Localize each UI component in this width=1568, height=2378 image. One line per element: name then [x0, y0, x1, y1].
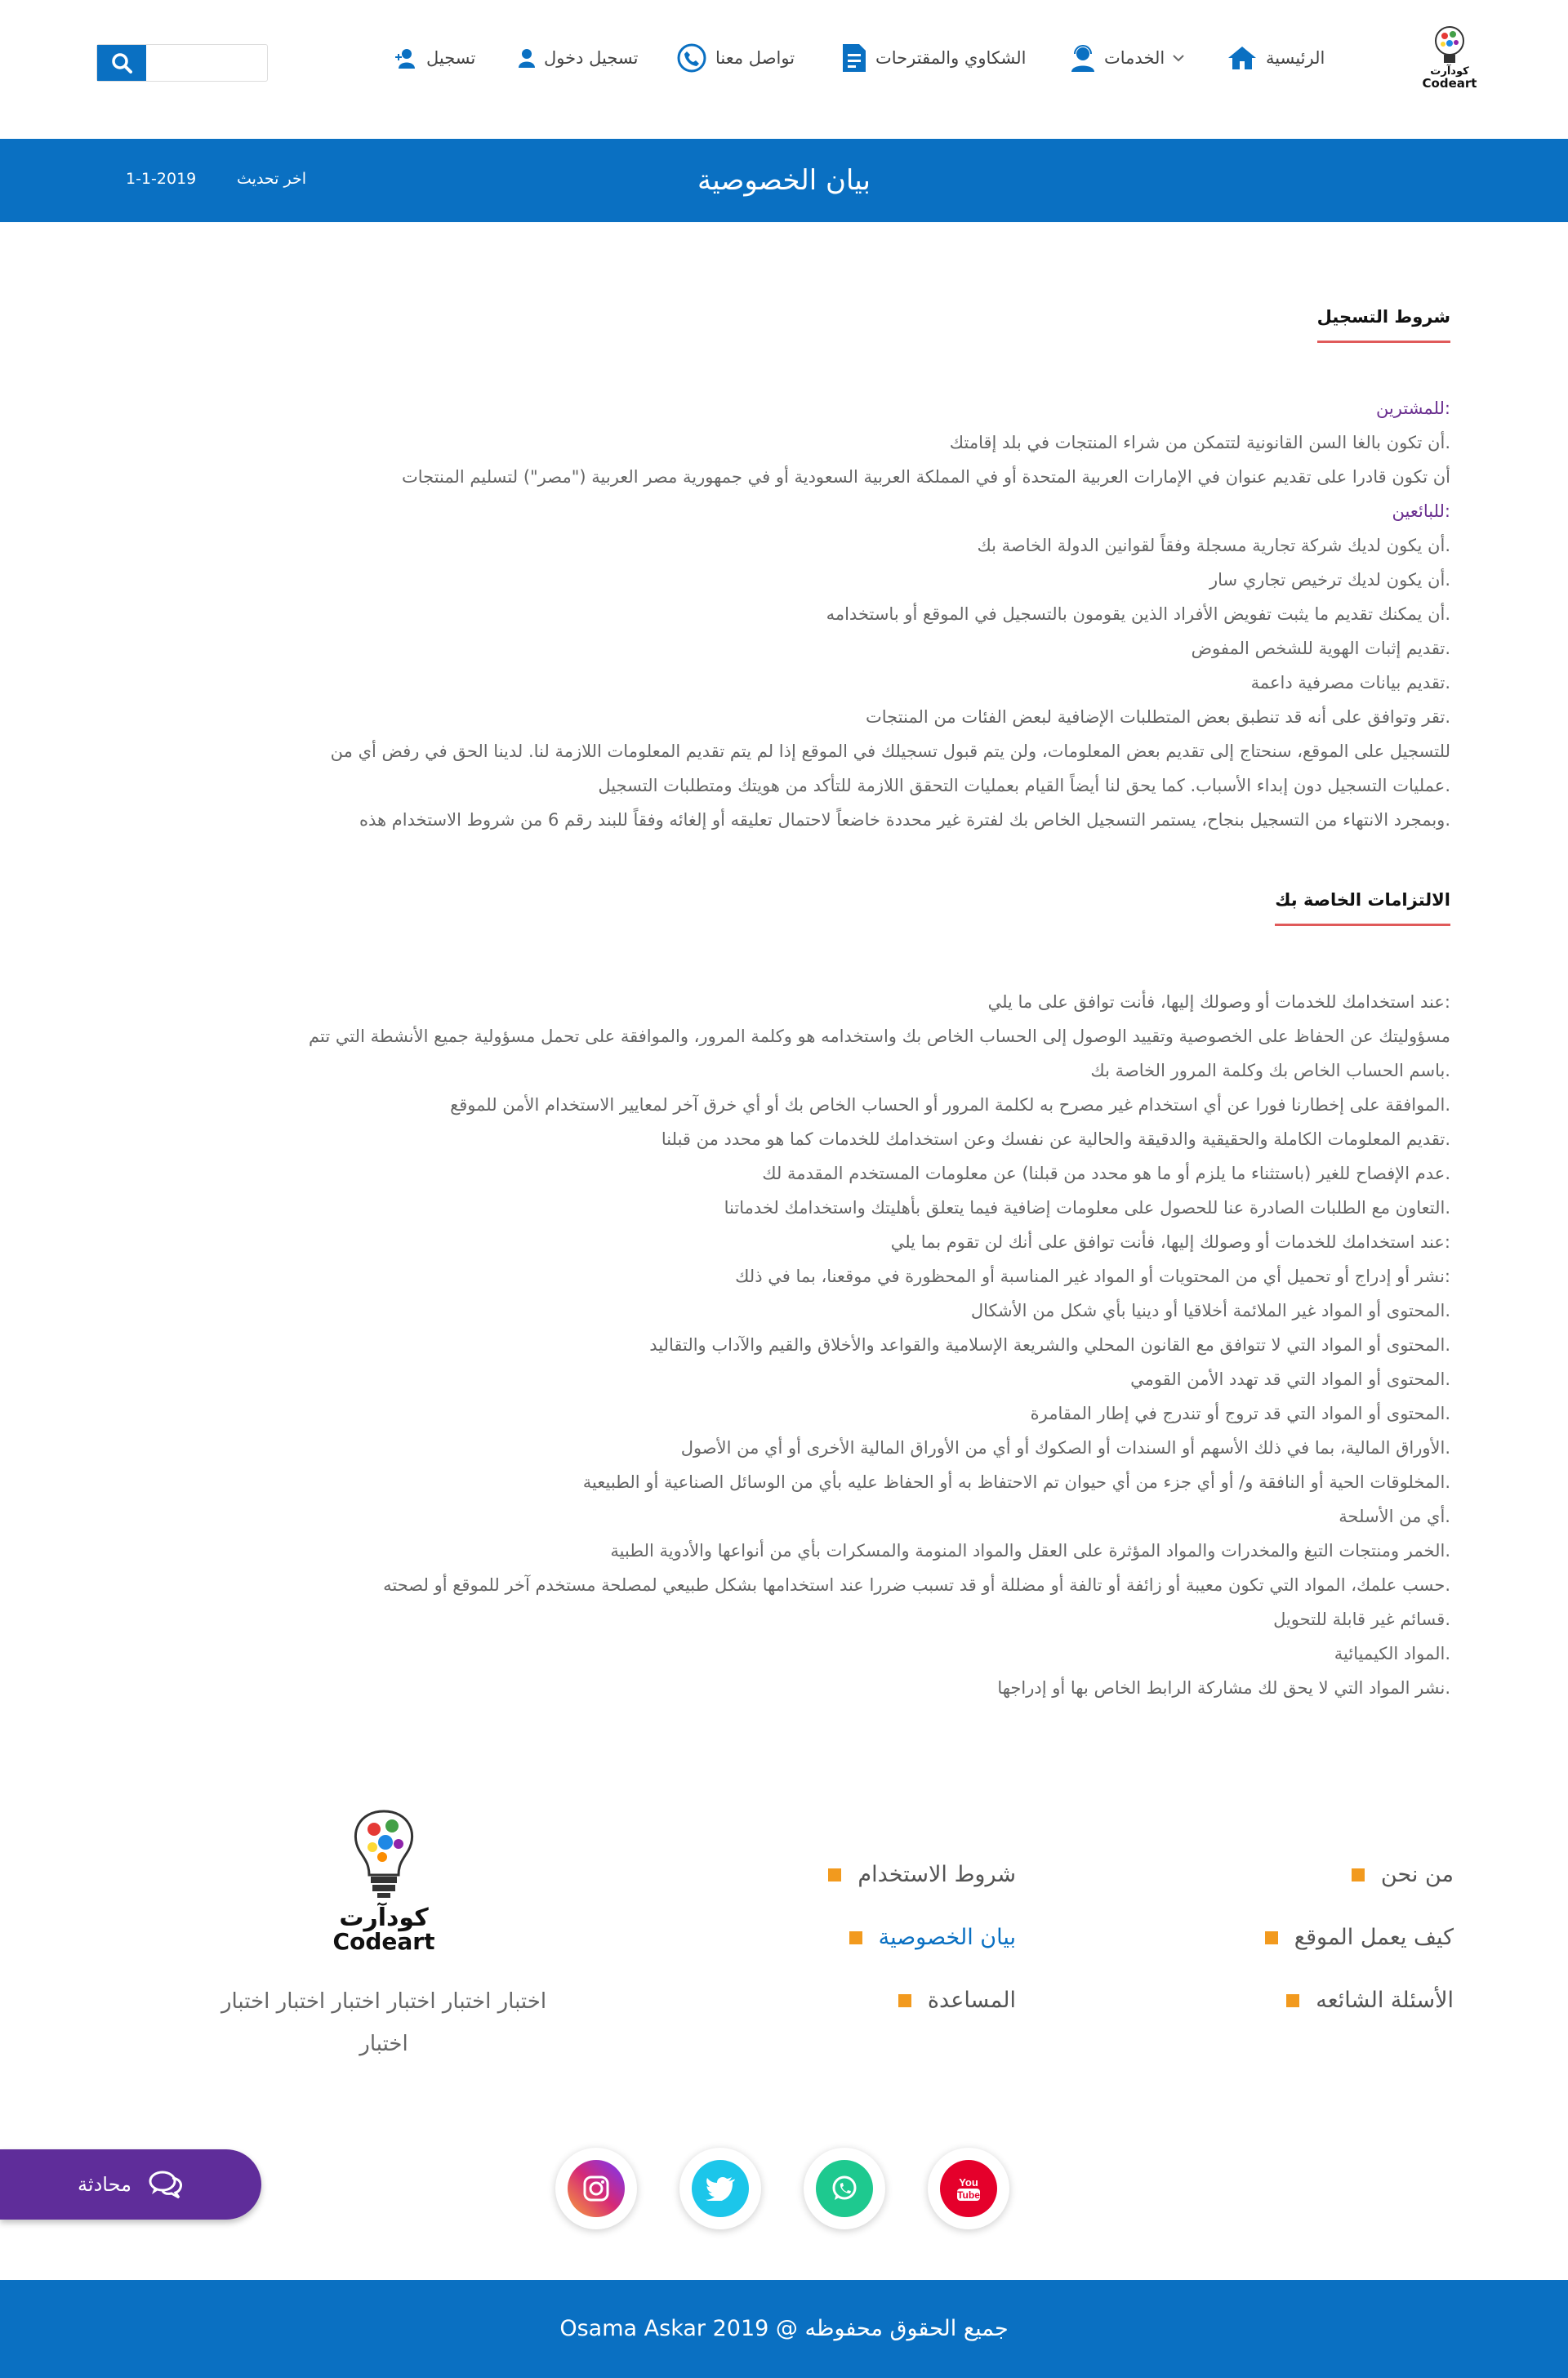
bullet-square [828, 1868, 841, 1881]
term-line: مسؤوليتك عن الحفاظ على الخصوصية وتقييد الوصول إلى الحساب الخاص بك واستخدامه هو وكلمة المرور، والموافقة على تحمل مسؤولية جميع الأنشطة التي تتم [309, 1026, 1450, 1046]
term-line: .الأوراق المالية، بما في ذلك الأسهم أو السندات أو الصكوك أو أي من الأوراق المالية الأخرى أو أي من الأصول [680, 1438, 1450, 1458]
term-line: للتسجيل على الموقع، سنحتاج إلى تقديم بعض المعلومات، ولن يتم قبول تسجيلك في الموقع إذا لم يتم تقديم المعلومات اللازمة لنا. لدينا الحق في رفض أي من [330, 741, 1450, 761]
term-line: .تقديم المعلومات الكاملة والحقيقية والدقيقة والحالية عن نفسك وعن استخدامك للخدمات كما هو محدد من قبلنا [661, 1129, 1450, 1149]
nav-login[interactable] [518, 38, 639, 78]
whatsapp-link[interactable] [804, 2148, 885, 2229]
term-line: .عمليات التسجيل دون إبداء الأسباب. كما يحق لنا أيضاً القيام بعمليات التحقق اللازمة للتأكد من هويتك ومتطلبات التسجيل [598, 776, 1450, 795]
term-line: .أن يمكنك تقديم ما يثبت تفويض الأفراد الذين يقومون بالتسجيل في الموقع أو باستخدامه [826, 604, 1450, 624]
term-line: .قسائم غير قابلة للتحويل [1273, 1610, 1450, 1629]
obligations-terms [309, 985, 1450, 1705]
term-line: .وبمجرد الانتهاء من التسجيل بنجاح، يستمر التسجيل الخاص بك لفترة غير محددة خاضعاً لاحتمال تعليقه أو إلغائه وفقاً للبند رقم 6 من شروط الاستخدام هذه [359, 810, 1450, 830]
footer-link-how-it-works-label: كيف يعمل الموقع [1294, 1925, 1454, 1950]
twitter-icon [692, 2160, 749, 2217]
top-header [0, 0, 1568, 139]
add-user-icon [395, 47, 418, 69]
svg-text:You: You [959, 2176, 978, 2189]
footer-logo-latin: Codeart [332, 1928, 435, 1955]
footer-link-about-label: من نحن [1380, 1862, 1454, 1887]
term-line: .أن تكون بالغا السن القانونية لتتمكن من شراء المنتجات في بلد إقامتك [949, 433, 1450, 452]
footer-link-faq[interactable] [1286, 1988, 1454, 2013]
footer-link-how-it-works[interactable] [1265, 1925, 1454, 1950]
footer-link-privacy[interactable] [849, 1925, 1016, 1950]
bullet-square [849, 1931, 862, 1944]
nav-register-label: تسجيل [426, 48, 476, 68]
chat-label: محادثة [78, 2173, 131, 2196]
term-line: .المحتوى أو المواد التي لا تتوافق مع القانون المحلي والشريعة الإسلامية والقواعد والأخلاق والقيم والآداب والتقاليد [649, 1335, 1450, 1355]
support-agent-icon [1070, 44, 1096, 72]
nav-services[interactable] [1070, 38, 1184, 78]
term-line: .عدم الإفصاح للغير (باستثناء ما يلزم أو ما هو محدد من قبلنا) عن معلومات المستخدم المقدمة لك [762, 1164, 1450, 1183]
youtube-link[interactable] [928, 2148, 1009, 2229]
copyright-bar [0, 2280, 1568, 2378]
copyright-text: جميع الحقوق محفوظه @ 2019 Osama Askar [559, 2316, 1009, 2341]
instagram-link[interactable] [555, 2148, 637, 2229]
footer-link-about[interactable] [1352, 1862, 1454, 1887]
sub-heading: :للبائعين [1392, 501, 1450, 521]
term-line: .التعاون مع الطلبات الصادرة عنا للحصول على معلومات إضافية فيما يتعلق بأهليتك واستخدامك لخدماتنا [724, 1198, 1450, 1218]
youtube-icon [940, 2160, 997, 2217]
footer-link-faq-label: الأسئلة الشائعه [1316, 1988, 1454, 2013]
nav-services-label: الخدمات [1104, 48, 1165, 68]
section-title-registration-text: شروط التسجيل [1316, 307, 1450, 327]
lightbulb-logo-icon [1425, 24, 1474, 67]
section-underline [1275, 924, 1450, 926]
term-line: .المواد الكيميائية [1334, 1644, 1450, 1663]
last-updated-date: 1-1-2019 [126, 170, 197, 188]
term-line: .حسب علمك، المواد التي تكون معيبة أو زائفة أو تالفة أو مضللة أو قد تسبب ضررا عند استخدامها بشكل طبيعي لمصلحة مستخدم آخر للموقع أو لصحته [383, 1575, 1450, 1595]
footer-link-terms-label: شروط الاستخدام [858, 1862, 1016, 1887]
logo-latin-text: Codeart [1422, 76, 1477, 91]
search-icon [111, 52, 132, 73]
instagram-icon [568, 2160, 625, 2217]
term-line: .المحتوى أو المواد التي قد تهدد الأمن القومي [1130, 1369, 1450, 1389]
chevron-down-icon [1173, 54, 1184, 62]
lightbulb-logo-icon [327, 1805, 441, 1903]
footer-link-terms[interactable] [828, 1862, 1016, 1887]
svg-text:Tube: Tube [957, 2189, 980, 2201]
chat-bubbles-icon [148, 2170, 184, 2199]
page-title: بيان الخصوصية [697, 164, 871, 197]
footer-tagline: اختبار اختبار اختبار اختبار اختبار اختبار اختبار [220, 1989, 547, 2056]
term-line: .تقديم إثبات الهوية للشخص المفوض [1191, 639, 1450, 658]
footer-link-privacy-label: بيان الخصوصية [878, 1925, 1016, 1950]
phone-icon [676, 42, 707, 73]
page-banner [0, 139, 1568, 222]
bullet-square [1265, 1931, 1278, 1944]
section-underline [1317, 341, 1450, 343]
document-icon [841, 42, 867, 73]
term-line: .تقر وتوافق على أنه قد تنطبق بعض المتطلبات الإضافية لبعض الفئات من المنتجات [865, 707, 1450, 727]
home-icon [1227, 45, 1258, 71]
nav-contact-label: تواصل معنا [715, 48, 795, 68]
registration-terms [331, 391, 1450, 837]
chat-button[interactable] [0, 2149, 261, 2220]
search-input[interactable] [146, 45, 267, 81]
nav-home-label: الرئيسية [1266, 48, 1325, 68]
term-line: .المخلوقات الحية أو النافقة و/ أو أي جزء من أي حيوان تم الاحتفاظ به أو الحفاظ عليه بأي من الوسائل الصناعية أو الطبيعية [582, 1472, 1450, 1492]
term-line: أن تكون قادرا على تقديم عنوان في الإمارات العربية المتحدة أو في المملكة العربية السعودية أو في جمهورية مصر العربية ("مصر") لتسليم المنتجات [401, 467, 1450, 487]
social-links [555, 2148, 1013, 2229]
footer-logo-arabic: كودآرت [339, 1904, 429, 1932]
term-line: :عند استخدامك للخدمات أو وصولك إليها، فأنت توافق على أنك لن تقوم بما يلي [890, 1232, 1450, 1252]
site-logo[interactable] [1422, 24, 1477, 91]
section-title-obligations-text: الالتزامات الخاصة بك [1275, 890, 1450, 910]
footer-link-help-label: المساعدة [927, 1988, 1016, 2013]
bullet-square [898, 1994, 911, 2007]
bullet-square [1286, 1994, 1299, 2007]
section-title-obligations [1275, 890, 1450, 910]
twitter-link[interactable] [679, 2148, 761, 2229]
nav-complaints[interactable] [841, 38, 1026, 78]
user-icon [518, 48, 536, 68]
bullet-square [1352, 1868, 1365, 1881]
logo-wordmark [1420, 65, 1479, 90]
sub-heading: :للمشترين [1375, 399, 1450, 418]
term-line: .الخمر ومنتجات التبغ والمخدرات والمواد المؤثرة على العقل والمواد المنومة والمسكرات بأي من أنواعها والأدوية الطبية [610, 1541, 1450, 1561]
term-line: .باسم الحساب الخاص بك وكلمة المرور الخاصة بك [1090, 1061, 1450, 1080]
term-line: .تقديم بيانات مصرفية داعمة [1250, 673, 1450, 692]
footer-link-help[interactable] [898, 1988, 1016, 2013]
nav-complaints-label: الشكاوي والمقترحات [875, 48, 1027, 68]
term-line: .المحتوى أو المواد غير الملائمة أخلاقيا أو دينيا بأي شكل من الأشكال [970, 1301, 1450, 1320]
nav-login-label: تسجيل دخول [544, 48, 639, 68]
footer-logo [327, 1805, 441, 1955]
search-button[interactable] [97, 45, 146, 81]
nav-home[interactable] [1227, 38, 1325, 78]
term-line: .نشر المواد التي لا يحق لك مشاركة الرابط الخاص بها أو إدراجها [997, 1678, 1450, 1698]
last-updated-label: اخر تحديث [237, 170, 307, 188]
term-line: .أي من الأسلحة [1339, 1507, 1450, 1526]
whatsapp-icon [816, 2160, 873, 2217]
nav-register[interactable] [395, 38, 475, 78]
section-title-registration [1317, 307, 1450, 327]
term-line: .أن يكون لديك ترخيص تجاري سار [1209, 570, 1450, 590]
logo-arabic-text: كودآرت [1430, 65, 1469, 78]
nav-contact[interactable] [676, 38, 795, 78]
term-line: .الموافقة على إخطارنا فورا عن أي استخدام غير مصرح به لكلمة المرور أو الحساب الخاص بك أو أي خرق آخر لمعايير الاستخدام الأمن للموقع [450, 1095, 1450, 1115]
term-line: .أن يكون لديك شركة تجارية مسجلة وفقاً لقوانين الدولة الخاصة بك [977, 536, 1450, 555]
search-box [96, 44, 268, 82]
term-line: .المحتوى أو المواد التي قد تروج أو تندرج في إطار المقامرة [1030, 1404, 1450, 1423]
term-line: :نشر أو إدراج أو تحميل أي من المحتويات أو المواد غير المناسبة أو المحظورة في موقعنا، بما في ذلك [735, 1267, 1450, 1286]
term-line: :عند استخدامك للخدمات أو وصولك إليها، فأنت توافق على ما يلي [987, 992, 1450, 1012]
